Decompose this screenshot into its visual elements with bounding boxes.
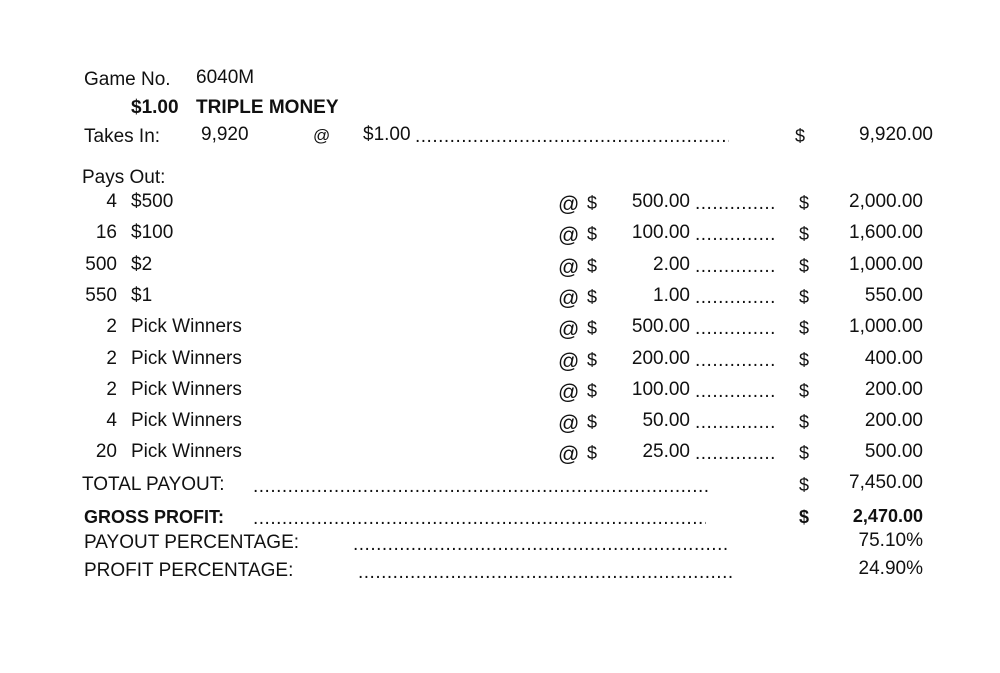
payout-total-currency: $ [799,224,810,244]
payout-percentage-label: PAYOUT PERCENTAGE: [84,532,300,553]
profit-percentage-value: 24.90% [858,558,923,579]
payout-total-currency: $ [799,381,810,401]
game-no-label: Game No. [84,69,171,90]
pays-out-row [0,317,1000,343]
payout-prize: Pick Winners [131,410,242,431]
payout-each-amount: 500.00 [631,316,690,337]
payout-each-currency: $ [587,350,598,370]
gross-profit-label: GROSS PROFIT: [84,507,225,527]
payout-each-amount: 50.00 [642,410,690,431]
payout-each-amount: 200.00 [631,348,690,369]
payout-total-amount: 400.00 [864,348,923,369]
payout-leader [695,382,777,401]
payout-each-currency: $ [587,224,598,244]
payout-at: @ [558,256,580,279]
payout-each-currency: $ [587,287,598,307]
payout-leader [695,194,777,213]
payout-each-currency: $ [587,412,598,432]
takes-in-count: 9,920 [201,124,249,145]
payout-leader [695,444,777,463]
takes-in-total: 9,920.00 [859,124,933,145]
pays-out-row [0,223,1000,249]
pays-out-row [0,442,1000,468]
payout-total-amount: 1,000.00 [849,316,923,337]
payout-leader [695,225,777,244]
payout-leader [695,413,777,432]
game-price: $1.00 [131,97,179,118]
payout-percentage-leader [353,535,730,554]
payout-prize: $100 [131,222,174,243]
game-no-value: 6040M [196,67,255,88]
payout-at: @ [558,412,580,435]
payout-each-amount: 100.00 [631,379,690,400]
payout-at: @ [558,381,580,404]
payout-at: @ [558,287,580,310]
gross-profit-currency: $ [799,507,810,527]
payout-quantity: 2 [106,379,117,400]
pays-out-row [0,192,1000,218]
payout-total-amount: 200.00 [864,379,923,400]
takes-in-at: @ [313,126,331,145]
payout-total-currency: $ [799,318,810,338]
takes-in-label: Takes In: [84,126,161,147]
payout-at: @ [558,224,580,247]
payout-each-currency: $ [587,318,598,338]
payout-each-amount: 100.00 [631,222,690,243]
payout-prize: $1 [131,285,153,306]
payout-total-amount: 550.00 [864,285,923,306]
payout-leader [695,257,777,276]
payout-quantity: 4 [106,410,117,431]
payout-at: @ [558,443,580,466]
payout-total-amount: 500.00 [864,441,923,462]
payout-each-currency: $ [587,381,598,401]
pays-out-row [0,349,1000,375]
payout-percentage-value: 75.10% [858,530,923,551]
payout-prize: $500 [131,191,174,212]
payout-leader [695,351,777,370]
payout-quantity: 2 [106,316,117,337]
payout-quantity: 16 [95,222,117,243]
payout-each-amount: 2.00 [653,254,690,275]
total-payout-currency: $ [799,475,810,495]
payout-quantity: 550 [85,285,117,306]
payout-at: @ [558,350,580,373]
profit-percentage-label: PROFIT PERCENTAGE: [84,560,294,581]
payout-prize: Pick Winners [131,441,242,462]
total-payout-label: TOTAL PAYOUT: [82,474,225,495]
payout-at: @ [558,193,580,216]
payout-each-amount: 25.00 [642,441,690,462]
pays-out-row [0,411,1000,437]
payout-total-amount: 1,600.00 [849,222,923,243]
total-payout-value: 7,450.00 [849,472,923,493]
takes-in-unit: $1.00 [363,124,411,145]
payout-quantity: 500 [85,254,117,275]
pays-out-row [0,380,1000,406]
takes-in-leader [415,127,729,146]
payout-each-currency: $ [587,256,598,276]
payout-each-amount: 1.00 [653,285,690,306]
payout-each-currency: $ [587,443,598,463]
total-payout-leader [253,477,711,496]
pays-out-row [0,255,1000,281]
payout-each-currency: $ [587,193,598,213]
payout-total-amount: 2,000.00 [849,191,923,212]
payout-total-currency: $ [799,256,810,276]
payout-total-amount: 1,000.00 [849,254,923,275]
takes-in-currency: $ [795,126,806,146]
payout-prize: Pick Winners [131,316,242,337]
payout-leader [695,319,777,338]
payout-total-currency: $ [799,443,810,463]
gross-profit-leader [253,509,706,528]
gross-profit-value: 2,470.00 [852,506,923,526]
payout-quantity: 4 [106,191,117,212]
pays-out-row [0,286,1000,312]
payout-total-currency: $ [799,412,810,432]
payout-total-currency: $ [799,350,810,370]
payout-leader [695,288,777,307]
payout-prize: $2 [131,254,153,275]
payout-prize: Pick Winners [131,379,242,400]
payout-each-amount: 500.00 [631,191,690,212]
payout-prize: Pick Winners [131,348,242,369]
payout-total-currency: $ [799,193,810,213]
payout-quantity: 20 [95,441,117,462]
game-name: TRIPLE MONEY [196,97,339,118]
payout-quantity: 2 [106,348,117,369]
pays-out-label: Pays Out: [82,167,166,188]
payout-total-amount: 200.00 [864,410,923,431]
payout-total-currency: $ [799,287,810,307]
profit-percentage-leader [358,563,735,582]
payout-at: @ [558,318,580,341]
